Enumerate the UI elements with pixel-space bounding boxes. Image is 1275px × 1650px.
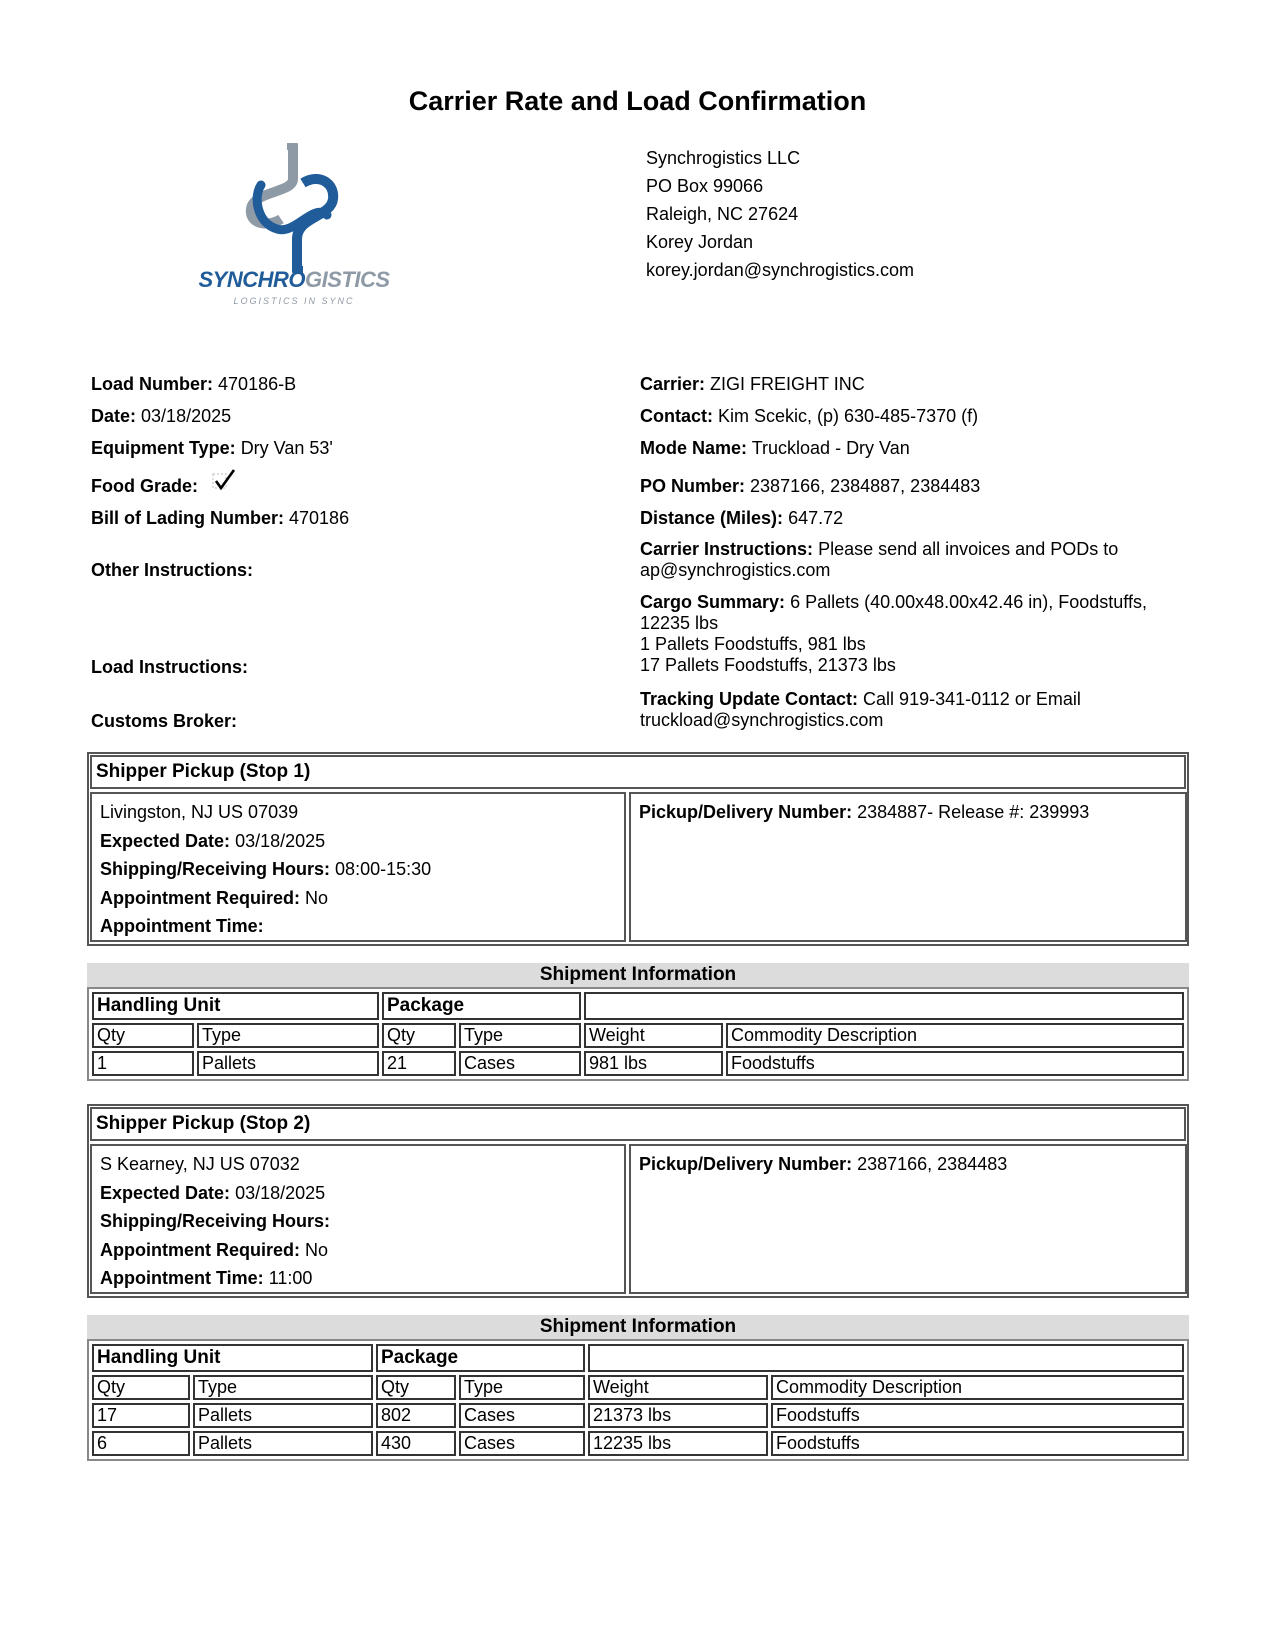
mode-label: Mode Name: [640,438,748,458]
stop-1-details [90,792,626,942]
cell: Foodstuffs [771,1403,1184,1428]
stop-1-location: Livingston, NJ US 07039 [100,802,299,822]
package-header: Package [376,1344,585,1372]
cell: 1 [92,1051,194,1076]
carrier-label: Carrier: [640,374,706,394]
stop-1-expected-label: Expected Date: [100,830,231,851]
stop-2-details [90,1144,626,1294]
stop-1-header: Shipper Pickup (Stop 1) [90,755,1186,789]
cell: 981 lbs [584,1051,723,1076]
table-row [92,1403,1184,1428]
date-label: Date: [91,406,137,426]
logo-mark-icon [195,143,415,273]
equipment-line [91,438,333,459]
broker-address2: Raleigh, NC 27624 [646,204,799,224]
stop-2-pd-label: Pickup/Delivery Number: [639,1154,853,1174]
col-pkg-type: Type [459,1023,581,1048]
load-number-label: Load Number: [91,374,214,394]
page-title: Carrier Rate and Load Confirmation [408,86,867,116]
broker-name: Synchrogistics LLC [646,148,801,168]
cell: Cases [459,1051,581,1076]
contact-line [640,406,978,427]
stop-1-appt-req: No [305,887,329,908]
po-label: PO Number: [640,476,746,496]
contact-value: Kim Scekic, (p) 630-485-7370 (f) [718,406,979,426]
stop-2-expected-label: Expected Date: [100,1182,231,1203]
cell: 21 [382,1051,456,1076]
tracking-label: Tracking Update Contact: [640,689,859,709]
equipment-value: Dry Van 53' [240,438,333,458]
cell: Cases [459,1403,585,1428]
carrier-instructions-line1: Please send all invoices and PODs to [818,539,1119,559]
blank-header [584,992,1184,1020]
stop-2-hours-label: Shipping/Receiving Hours: [100,1211,331,1231]
stop-2-appt-time-label: Appointment Time: [100,1268,264,1288]
stop-1-pd-value: 2384887- Release #: 239993 [857,802,1090,822]
cargo-line3: 1 Pallets Foodstuffs, 981 lbs [640,634,866,654]
cell: Cases [459,1431,585,1456]
stop-2-location: S Kearney, NJ US 07032 [100,1154,300,1174]
table-row [92,1051,1184,1076]
carrier-instructions [640,539,1118,581]
broker-address [646,144,914,284]
load-instructions-label: Load Instructions: [91,657,248,677]
broker-address1: PO Box 99066 [646,176,764,196]
stop-1-appt-time-label: Appointment Time: [100,916,264,936]
stop-2-shipment-bar: Shipment Information [87,1315,1189,1339]
stop-2-appt-req-label: Appointment Required: [100,1239,300,1260]
stop-1-pd [629,792,1187,942]
tracking-line1: Call 919-341-0112 or Email [863,689,1081,709]
stop-2-box [87,1104,1189,1298]
cell: 17 [92,1403,190,1428]
stop-2-appt-req: No [305,1239,329,1260]
other-instructions-label: Other Instructions: [91,560,254,580]
broker-contact: Korey Jordan [646,232,754,252]
table-group-header [92,992,1184,1020]
stop-2-pd-value: 2387166, 2384483 [857,1154,1008,1174]
cell: 6 [92,1431,190,1456]
logo-brand-blue: SYNCHRO [198,267,305,292]
carrier-value: ZIGI FREIGHT INC [710,374,865,394]
table-column-header [92,1023,1184,1048]
stop-1-pd-label: Pickup/Delivery Number: [639,802,853,822]
col-weight: Weight [588,1375,768,1400]
col-pkg-qty: Qty [376,1375,456,1400]
checkmark-icon [212,468,238,492]
food-grade-label: Food Grade: [91,476,198,496]
distance-label: Distance (Miles): [640,508,784,528]
col-hu-type: Type [197,1023,379,1048]
stop-2-header: Shipper Pickup (Stop 2) [90,1107,1186,1141]
blank-header [588,1344,1184,1372]
col-hu-qty: Qty [92,1375,190,1400]
table-group-header [92,1344,1184,1372]
date-line [91,406,231,427]
cell: Foodstuffs [771,1431,1184,1456]
load-number-value: 470186-B [218,374,297,394]
col-pkg-type: Type [459,1375,585,1400]
mode-line [640,438,910,459]
stop-1-hours-label: Shipping/Receiving Hours: [100,859,331,879]
cargo-summary-label: Cargo Summary: [640,592,786,612]
distance-line [640,508,843,529]
logo-brand-gray: GISTICS [305,267,390,292]
stop-1-box [87,752,1189,946]
stop-1-appt-req-label: Appointment Required: [100,887,300,908]
col-commodity: Commodity Description [771,1375,1184,1400]
cell: Pallets [197,1051,379,1076]
carrier-instructions-label: Carrier Instructions: [640,539,814,559]
cargo-line2: 12235 lbs [640,613,719,633]
stop-2-shipment-table [87,1339,1189,1461]
stop-1-expected: 03/18/2025 [235,830,326,851]
tracking-contact [640,689,1081,731]
broker-email: korey.jordan@synchrogistics.com [646,260,915,280]
logo-tagline: LOGISTICS IN SYNC [233,296,355,306]
col-hu-type: Type [193,1375,373,1400]
package-header: Package [382,992,581,1020]
stop-1-shipment-table [87,987,1189,1081]
bol-label: Bill of Lading Number: [91,508,284,528]
col-commodity: Commodity Description [726,1023,1184,1048]
carrier-instructions-line2: ap@synchrogistics.com [640,560,831,580]
cell: 21373 lbs [588,1403,768,1428]
distance-value: 647.72 [788,508,844,528]
cell: 430 [376,1431,456,1456]
food-grade-line [91,476,198,497]
handling-unit-header: Handling Unit [92,992,379,1020]
synchrogistics-logo [195,143,415,328]
load-number-line [91,374,296,395]
col-hu-qty: Qty [92,1023,194,1048]
stop-1-hours: 08:00-15:30 [335,859,432,879]
cell: Foodstuffs [726,1051,1184,1076]
contact-label: Contact: [640,406,713,426]
cell: Pallets [193,1431,373,1456]
bol-line [91,508,349,529]
mode-value: Truckload - Dry Van [751,438,910,458]
cargo-summary [640,592,1147,676]
col-pkg-qty: Qty [382,1023,456,1048]
cell: Pallets [193,1403,373,1428]
cargo-line1: 6 Pallets (40.00x48.00x42.46 in), Foodstuffs, [790,592,1147,612]
equipment-label: Equipment Type: [91,438,236,458]
cargo-line4: 17 Pallets Foodstuffs, 21373 lbs [640,655,896,675]
date-value: 03/18/2025 [141,406,232,426]
table-column-header [92,1375,1184,1400]
cell: 802 [376,1403,456,1428]
customs-broker-label: Customs Broker: [91,711,238,731]
tracking-line2: truckload@synchrogistics.com [640,710,884,730]
cell: 12235 lbs [588,1431,768,1456]
table-row [92,1431,1184,1456]
bol-value: 470186 [289,508,350,528]
col-weight: Weight [584,1023,723,1048]
stop-2-pd [629,1144,1187,1294]
po-line [640,476,980,497]
handling-unit-header: Handling Unit [92,1344,373,1372]
stop-2-appt-time: 11:00 [268,1268,313,1288]
stop-2-expected: 03/18/2025 [235,1182,326,1203]
po-value: 2387166, 2384887, 2384483 [750,476,981,496]
carrier-line [640,374,865,395]
stop-1-shipment-bar: Shipment Information [87,963,1189,987]
